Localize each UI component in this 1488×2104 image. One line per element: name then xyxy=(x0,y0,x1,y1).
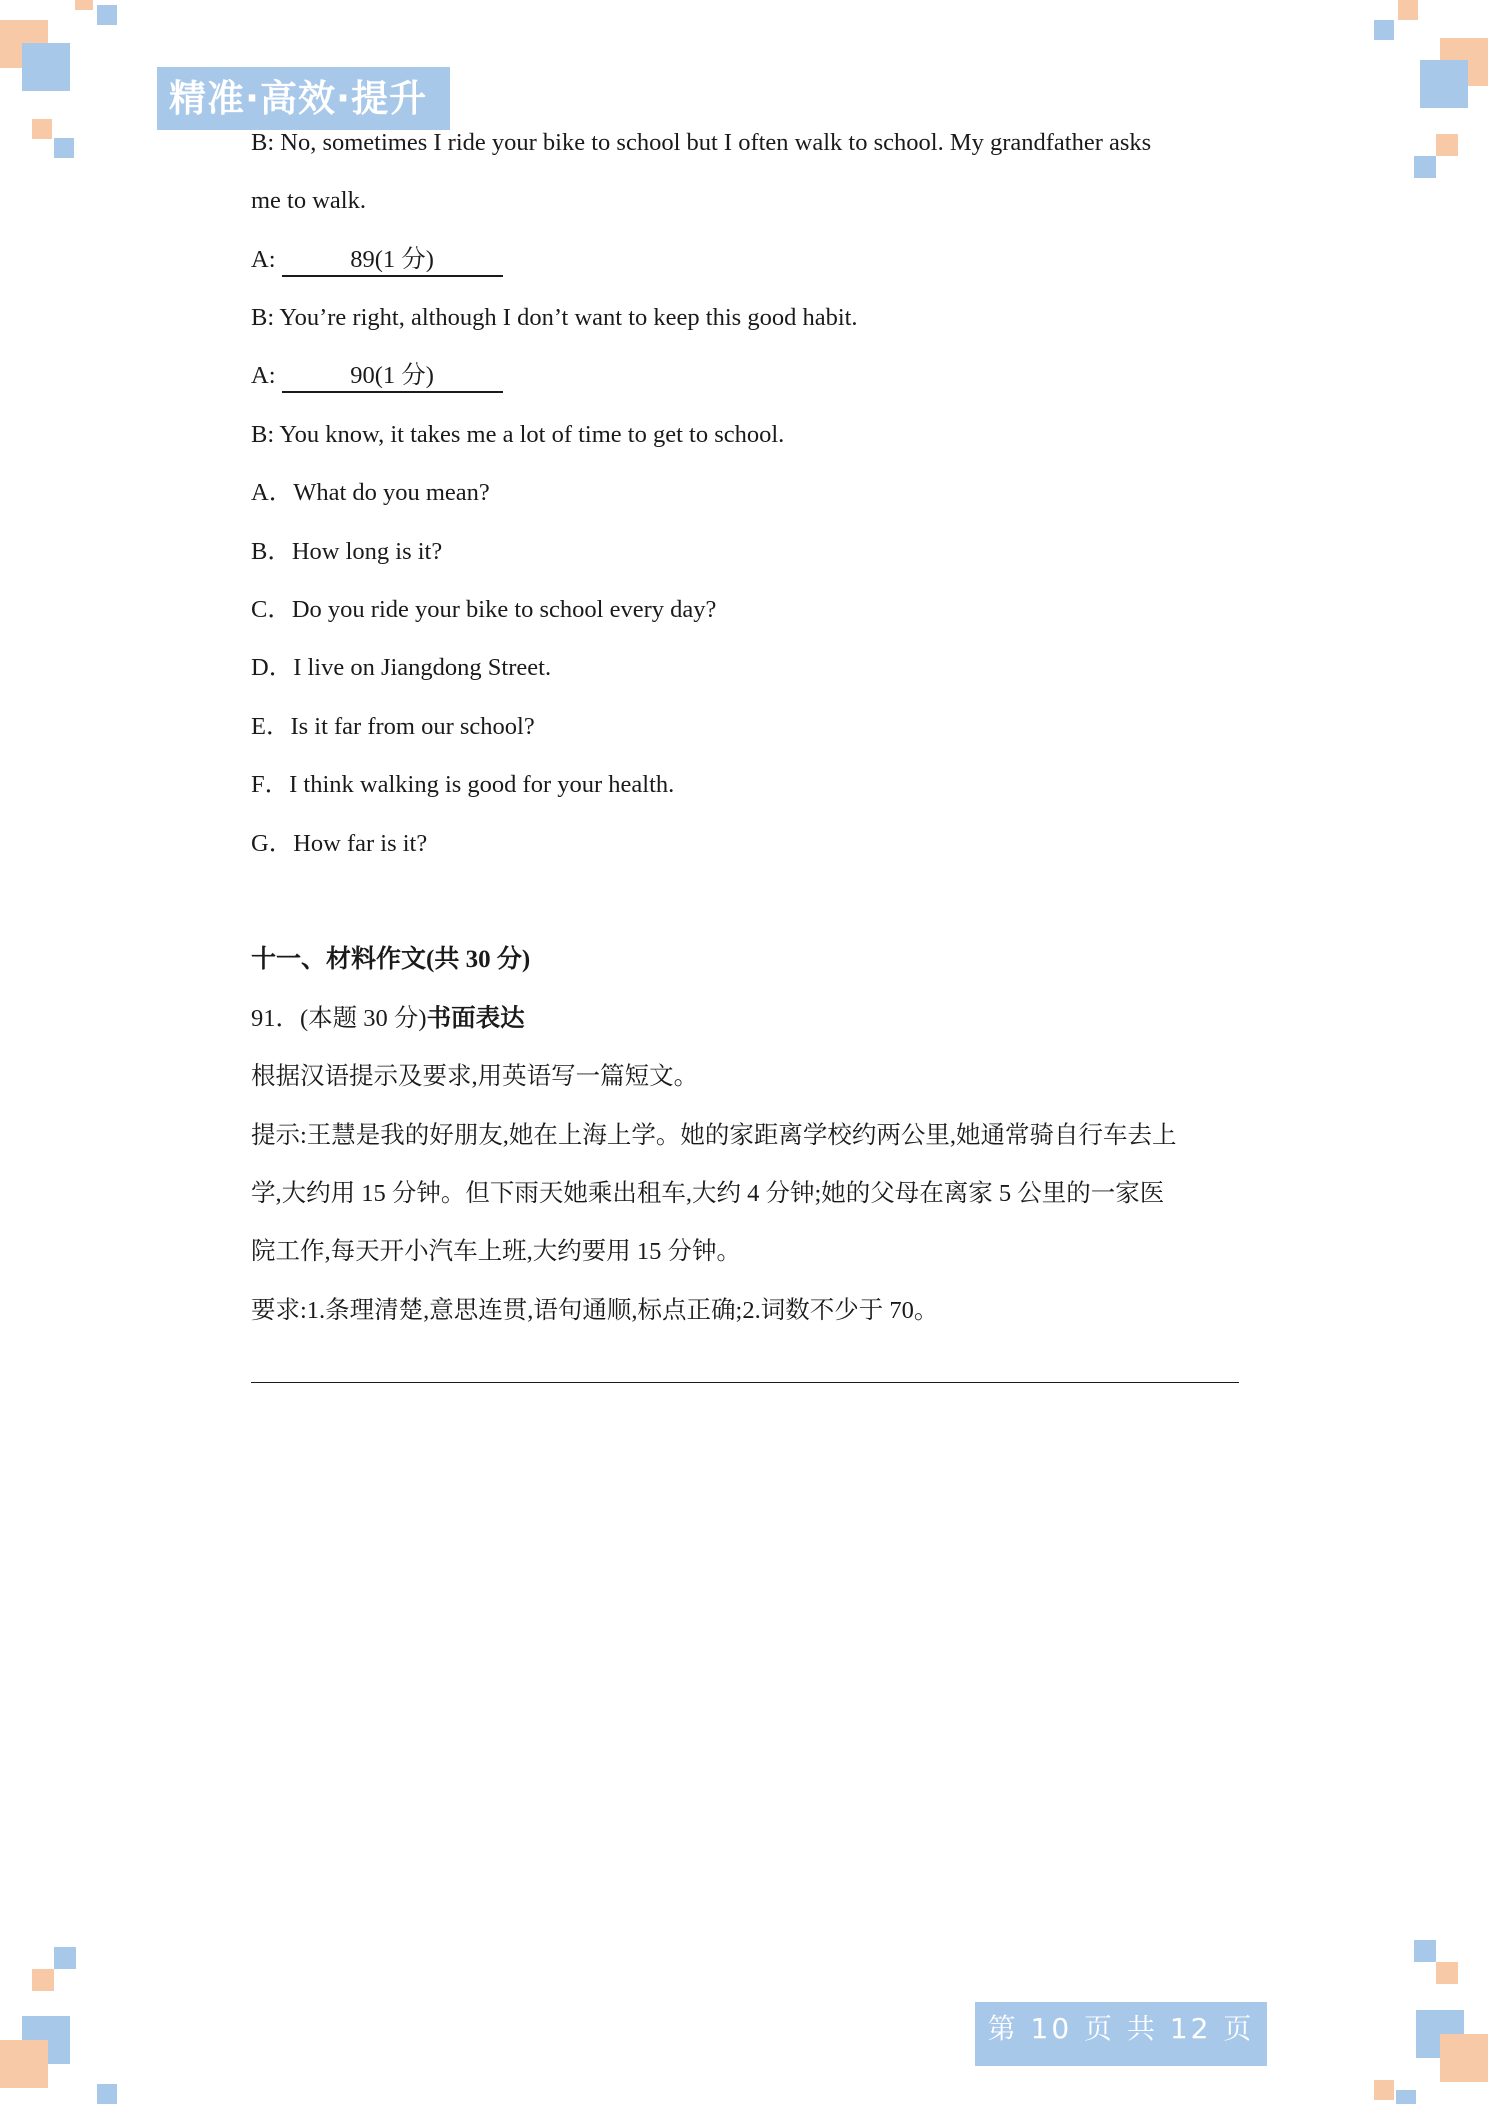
deco-square xyxy=(32,119,52,139)
hint-line: 学,大约用 15 分钟。但下雨天她乘出租车,大约 4 分钟;她的父母在离家 5 公里的一家医 xyxy=(251,1180,1165,1207)
hint-line: 提示:王慧是我的好朋友,她在上海上学。她的家距离学校约两公里,她通常骑自行车去上 xyxy=(251,1122,1177,1149)
option-b: B．How long is it? xyxy=(251,538,443,565)
deco-square xyxy=(1374,20,1394,40)
deco-square xyxy=(22,43,70,91)
section-title: 十一、材料作文(共 30 分) xyxy=(251,946,531,973)
option-g: G．How far is it? xyxy=(251,830,428,857)
deco-square xyxy=(1420,60,1468,108)
requirement-text: 要求:1.条理清楚,意思连贯,语句通顺,标点正确;2.词数不少于 70。 xyxy=(251,1297,939,1324)
option-d: D．I live on Jiangdong Street. xyxy=(251,654,552,681)
deco-square xyxy=(1436,134,1458,156)
answer-writing-line[interactable] xyxy=(251,1382,1239,1383)
option-f: F．I think walking is good for your health. xyxy=(251,771,675,798)
deco-square xyxy=(97,2084,117,2104)
page-indicator: 第 10 页 共 12 页 xyxy=(975,2002,1267,2066)
deco-square xyxy=(1414,1940,1436,1962)
answer-blank-89[interactable]: 89(1 分) xyxy=(282,245,503,277)
deco-square xyxy=(1440,2034,1488,2082)
question-number: 91．(本题 30 分) xyxy=(251,1005,427,1032)
deco-square xyxy=(54,138,74,158)
speaker-label: A: xyxy=(251,246,282,273)
option-e: E．Is it far from our school? xyxy=(251,713,535,740)
answer-blank-90[interactable]: 90(1 分) xyxy=(282,361,503,393)
speaker-label: A: xyxy=(251,362,282,389)
deco-square xyxy=(75,0,93,10)
dialogue-line-answer-89 xyxy=(251,244,503,277)
deco-square xyxy=(32,1969,54,1991)
dialogue-line: me to walk. xyxy=(251,187,366,214)
deco-square xyxy=(1398,0,1418,20)
brand-banner: 精准·高效·提升 xyxy=(157,67,450,130)
deco-square xyxy=(0,2040,48,2088)
deco-square xyxy=(54,1947,76,1969)
option-a: A．What do you mean? xyxy=(251,479,490,506)
dialogue-line-answer-90 xyxy=(251,360,503,393)
deco-square xyxy=(1414,156,1436,178)
deco-square xyxy=(1436,1962,1458,1984)
deco-square xyxy=(1374,2080,1394,2100)
dialogue-line: B: You know, it takes me a lot of time to get to school. xyxy=(251,421,785,448)
dialogue-line: B: You’re right, although I don’t want to keep this good habit. xyxy=(251,304,858,331)
instruction-text: 根据汉语提示及要求,用英语写一篇短文。 xyxy=(251,1063,699,1090)
deco-square xyxy=(1396,2090,1416,2104)
question-heading xyxy=(251,1003,525,1035)
dialogue-line: B: No, sometimes I ride your bike to school but I often walk to school. My grandfather asks xyxy=(251,129,1152,156)
hint-line: 院工作,每天开小汽车上班,大约要用 15 分钟。 xyxy=(251,1238,741,1265)
question-label: 书面表达 xyxy=(426,1005,525,1032)
deco-square xyxy=(97,5,117,25)
option-c: C．Do you ride your bike to school every day? xyxy=(251,596,717,623)
